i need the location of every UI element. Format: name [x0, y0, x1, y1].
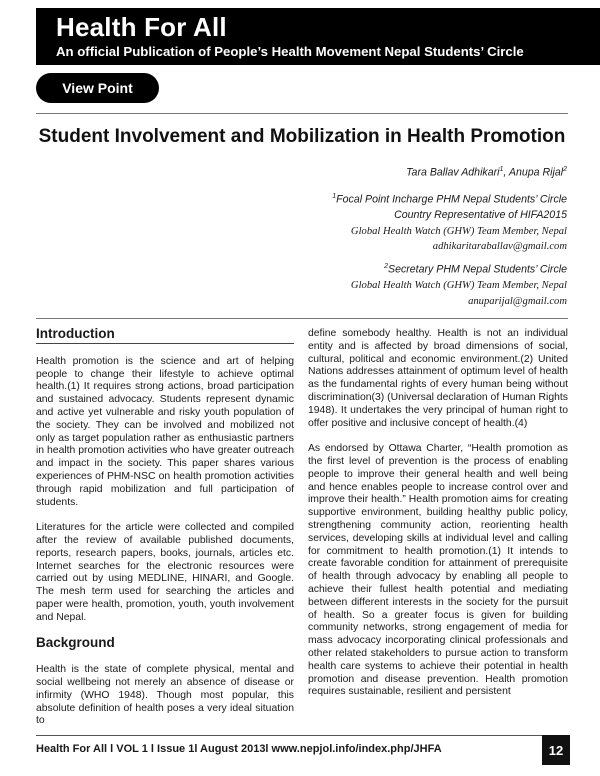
heading-underline: [36, 343, 294, 344]
journal-title: Health For All: [56, 12, 227, 42]
intro-heading: Introduction: [36, 326, 115, 341]
right-column: [308, 328, 568, 712]
journal-banner: [36, 8, 600, 65]
divider: [36, 318, 568, 319]
section-tag: View Point: [36, 73, 159, 103]
intro-paragraph-2: Literatures for the article were collected and compiled after the review of available published documents, reports, research papers, books, journals, articles etc. Internet searches for the electronic resources were carried out by using MEDLINE, HINARI, and Google. The mesh term used for searching the articles and paper were health, promotion, youth, youth involvement and Nepal.: [36, 522, 294, 623]
affiliation-2: $^2$Secretary PHM Nepal Students’ Circle Global Health Watch (GHW) Team Member, Nepal anuparijal@gmail.com: [351, 259, 567, 309]
footer-citation: Health For All l VOL 1 l Issue 1l August 2013l www.nepjol.info/index.php/JHFA: [36, 743, 442, 755]
background-heading: Background: [36, 635, 115, 651]
footer-divider: [36, 735, 542, 736]
authors: Tara Ballav Adhikari$^1$, Anupa Rijal$^2$: [406, 166, 567, 179]
right-paragraph-2: As endorsed by Ottawa Charter, “Health promotion as the first level of prevention is the process of enabling people to improve their general health and well being and hence enables people to increase control over and improve their health.” Health promotion aims for creating supportive environment, building healthy public policy, strengthening community action, reorienting health services, developing skills at individual level and calling for commitment to health promotion.(1) It intends to create favorable condition for attainment of prerequisite of health through advocacy by enabling all people to achieve their fullest health potential and mediating between different interests in the society for the pursuit of health. So a greater focus is given for building community networks, strong engagement of media for mass advocacy incorporating clinical professionals and other related stakeholders to pursue action to transform health care systems to achieve their potential in health promotion and disease prevention. Health promotion requires sustainable, resilient and persistent: [308, 443, 568, 698]
article-title: Student Involvement and Mobilization in Health Promotion: [38, 126, 566, 147]
affiliation-1: $^1$Focal Point Incharge PHM Nepal Students’ Circle Country Representative of HIFA2015 Global Health Watch (GHW) Team Member, Nepal adhikaritaraballav@gmail.com: [332, 189, 567, 255]
left-column: [36, 328, 294, 741]
right-paragraph-1: define somebody healthy. Health is not an individual entity and is affected by broad dimensions of social, cultural, political and economic environment.(2) United Nations addresses attainment of optimum level of health as the fundamental rights of every human being without discrimination(3) (Universal declaration of Human Rights 1948). It undertakes the very principal of human right to offer positive and inclusive concept of health.(4): [308, 328, 568, 429]
email-1: adhikaritaraballav@gmail.com: [432, 241, 567, 253]
email-2: anuparijal@gmail.com: [468, 295, 567, 307]
page-number: 12: [542, 735, 570, 765]
divider: [36, 113, 568, 114]
background-paragraph-1: Health is the state of complete physical, mental and social wellbeing not merely an absence of disease or infirmity (WHO 1948). Though most popular, this absolute definition of health poses a very ideal situation to: [36, 664, 294, 727]
journal-subtitle: An official Publication of People’s Health Movement Nepal Students’ Circle: [56, 44, 524, 59]
intro-paragraph-1: Health promotion is the science and art of helping people to change their lifestyle to achieve optimal health.(1) It requires strong actions, broad participation and sustained advocacy. Students represent dynamic and active yet vulnerable and risky youth population of the society. They can be involved and mobilized not only as target population rather as enthusiastic partners in health promotion activities who have greater outreach and impact in the society. This paper shares various experiences of PHM-NSC on health promotion activities through rapid mobilization and full participation of students.: [36, 355, 294, 508]
